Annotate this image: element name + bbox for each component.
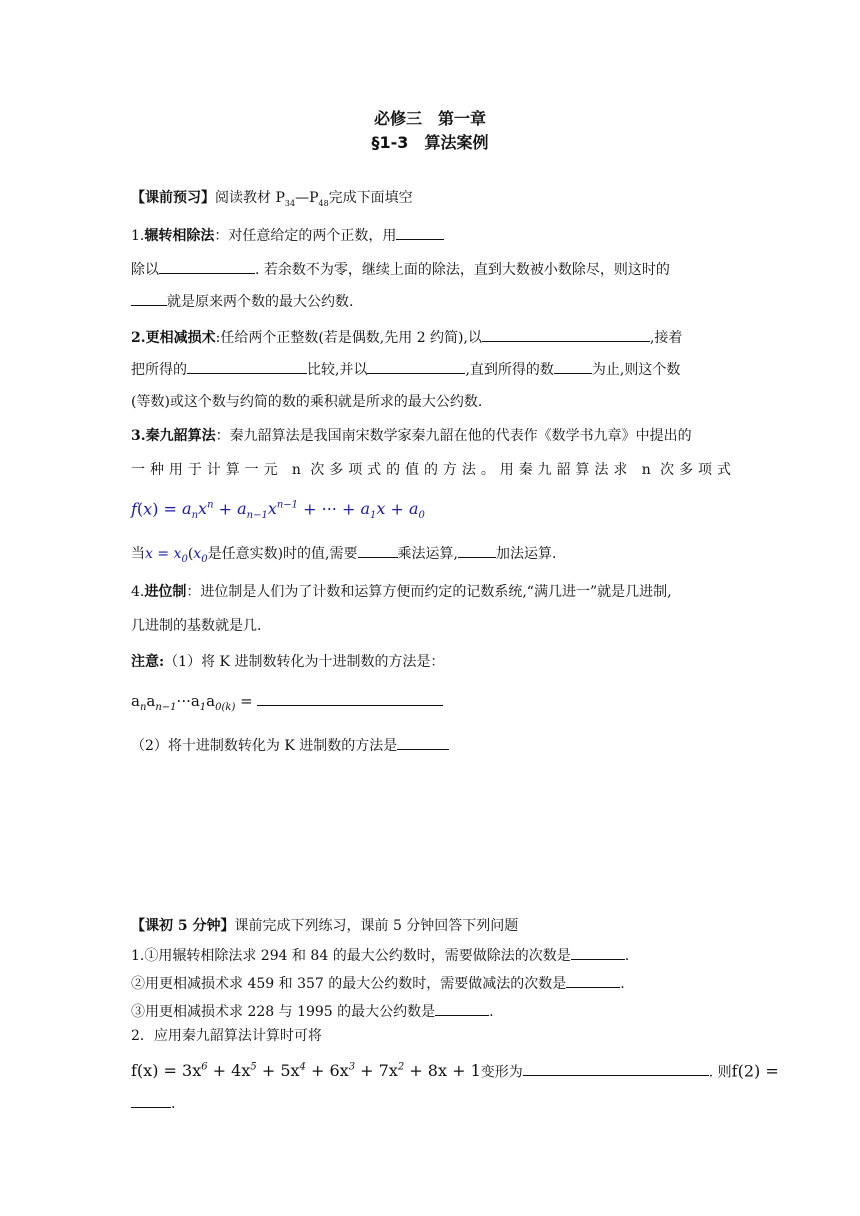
item3-text-d: (: [187, 546, 194, 562]
item4-text-a: ：进位制是人们为了计数和运算方便而约定的记数系统,“满几进一”就是几进制,: [186, 584, 672, 600]
blank-gcd-result[interactable]: [131, 290, 167, 306]
item3-line2: 一种用于计算一元 n 次多项式的值的方法。用秦九韶算法求 n 次多项式: [131, 462, 731, 478]
blank-dividend[interactable]: [159, 258, 255, 274]
item1-line2: [131, 258, 670, 280]
item3-text-a: ：秦九韶算法是我国南宋数学家秦九韶在他的代表作《数学书九章》中提出的: [215, 428, 692, 444]
blank-additions[interactable]: [458, 542, 496, 558]
item2-text-a: :任给两个正整数(若是偶数,先用 2 约简),以: [215, 330, 482, 346]
warmup-q1c: [131, 1000, 494, 1022]
q1c-text: ③用更相减损术求 228 与 1995 的最大公约数是: [131, 1004, 436, 1020]
item3-num: 3.: [131, 428, 146, 444]
blank-decimal-to-base-k[interactable]: [397, 734, 449, 750]
base-k-number: $a_na_{n-1}\cdot\cdot\cdot a_1a_{0(k)}$: [131, 692, 236, 713]
blank-compare[interactable]: [187, 358, 307, 374]
base-k-expression: $a_na_{n-1}\cdot\cdot\cdot a_1a_{0(k)}$ =: [131, 690, 443, 718]
blank-q2-horner-form[interactable]: [523, 1060, 709, 1076]
x-eq-x0: $x = x_0$: [145, 546, 188, 565]
q1a-period: .: [624, 948, 630, 964]
item4-term: 进位制: [144, 584, 187, 600]
preview-intro-b: 完成下面填空: [328, 190, 413, 206]
blank-subtract-rule[interactable]: [482, 326, 650, 342]
section-title: §1-3 算法案例: [371, 133, 489, 152]
formula-lhs: f: [131, 499, 137, 519]
item1-text-b: 除以: [131, 262, 159, 278]
note-line2: [131, 734, 449, 756]
item1-line1: [131, 224, 444, 246]
item3-line4: [131, 542, 556, 570]
item3-text-f: 乘法运算,: [397, 546, 458, 562]
item3-term: 秦九韶算法: [145, 428, 216, 444]
blank-base-k-to-decimal[interactable]: [257, 690, 443, 706]
warmup-q2-answer-line: [131, 1092, 175, 1114]
item4-line1: [131, 582, 672, 602]
item1-text-c: . 若余数不为零，继续上面的除法，直到大数被小数除尽，则这时的: [255, 262, 670, 278]
preview-dash: —P: [295, 190, 319, 206]
warmup-q1b: [131, 972, 625, 994]
item1-term: 辗转相除法: [144, 228, 215, 244]
q2-then-text: . 则: [708, 1064, 732, 1081]
warmup-line: [131, 916, 518, 936]
blank-multiplications[interactable]: [358, 542, 398, 558]
warmup-q1a: [131, 944, 629, 966]
item1-text-d: 就是原来两个数的最大公约数.: [167, 294, 354, 310]
warmup-intro: 课前完成下列练习，课前 5 分钟回答下列问题: [234, 918, 519, 934]
item3-text-e: 是任意实数)时的值,需要: [207, 546, 358, 562]
item1-num: 1.: [131, 228, 145, 244]
warmup-q2-formula-line: [131, 1058, 779, 1082]
x0-symbol: $x_0$: [193, 546, 208, 565]
chapter-title: 必修三 第一章: [373, 109, 486, 128]
item2-num: 2.: [131, 330, 146, 346]
item2-text-d: 比较,并以: [307, 362, 368, 378]
note-label: 注意:: [131, 654, 165, 670]
blank-f2-value[interactable]: [131, 1092, 171, 1108]
item2-term: 更相减损术: [145, 330, 216, 346]
q2-rewrite-text: 变形为: [480, 1064, 523, 1081]
note-p1: （1）将 K 进制数转化为十进制数的方法是：: [164, 654, 445, 670]
item2-text-c: 把所得的: [131, 362, 187, 378]
q1b-text: ②用更相减损术求 459 和 357 的最大公约数时，需要做减法的次数是: [131, 976, 567, 992]
q1c-period: .: [489, 1004, 494, 1020]
blank-subtract-with[interactable]: [367, 358, 465, 374]
blank-q1a[interactable]: [571, 944, 625, 960]
item2-line2: [131, 358, 680, 380]
item3-text-c: 当: [131, 546, 145, 562]
item2-line3: [131, 392, 482, 412]
item2-text-g: (等数)或这个数与约简的数的乘积就是所求的最大公约数.: [131, 394, 483, 410]
warmup-label: 【课初 5 分钟】: [131, 918, 235, 934]
q2-text: 2．应用秦九韶算法计算时可将: [131, 1028, 322, 1044]
q1b-period: .: [620, 976, 625, 992]
preview-line: [131, 188, 413, 214]
preview-sub2: 48: [318, 198, 329, 208]
item2-text-b: ,接着: [649, 330, 683, 346]
item3-line1: [131, 426, 692, 446]
q2-polynomial: $f(x) = 3x^6 + 4x^5 + 5x^4 + 6x^3 + 7x^2 + 8x + 1$: [131, 1061, 481, 1081]
item1-text-a: ：对任意给定的两个正数，用: [214, 228, 397, 244]
blank-until[interactable]: [554, 358, 592, 374]
preview-label: 【课前预习】: [131, 190, 215, 206]
item1-line3: [131, 290, 353, 312]
item4-line2: 几进制的基数就是几.: [131, 618, 262, 634]
blank-q1b[interactable]: [566, 972, 620, 988]
horner-polynomial-formula: $f(x) = a_nx^n + a_{n-1}x^{n-1}$ + ··· + $a_1x + a_0$: [131, 499, 425, 522]
note-p2: （2）将十进制数转化为 K 进制数的方法是: [131, 738, 398, 754]
preview-sub1: 34: [284, 198, 296, 208]
q1a-text: 1.①用辗转相除法求 294 和 84 的最大公约数时，需要做除法的次数是: [131, 948, 571, 964]
item3-text-g: 加法运算.: [495, 546, 557, 562]
q2-period: .: [171, 1096, 176, 1112]
item4-num: 4.: [131, 584, 145, 600]
blank-divisor[interactable]: [396, 224, 444, 240]
item2-line1: [131, 326, 682, 348]
item2-text-e: ,直到所得的数: [465, 362, 554, 378]
note-line1: [131, 652, 444, 672]
item2-text-f: 为止,则这个数: [591, 362, 681, 378]
preview-intro-a: 阅读教材 P: [215, 190, 285, 206]
f2-expression: f(2) =: [731, 1061, 779, 1081]
warmup-q2: [131, 1026, 322, 1046]
blank-q1c[interactable]: [435, 1000, 489, 1016]
